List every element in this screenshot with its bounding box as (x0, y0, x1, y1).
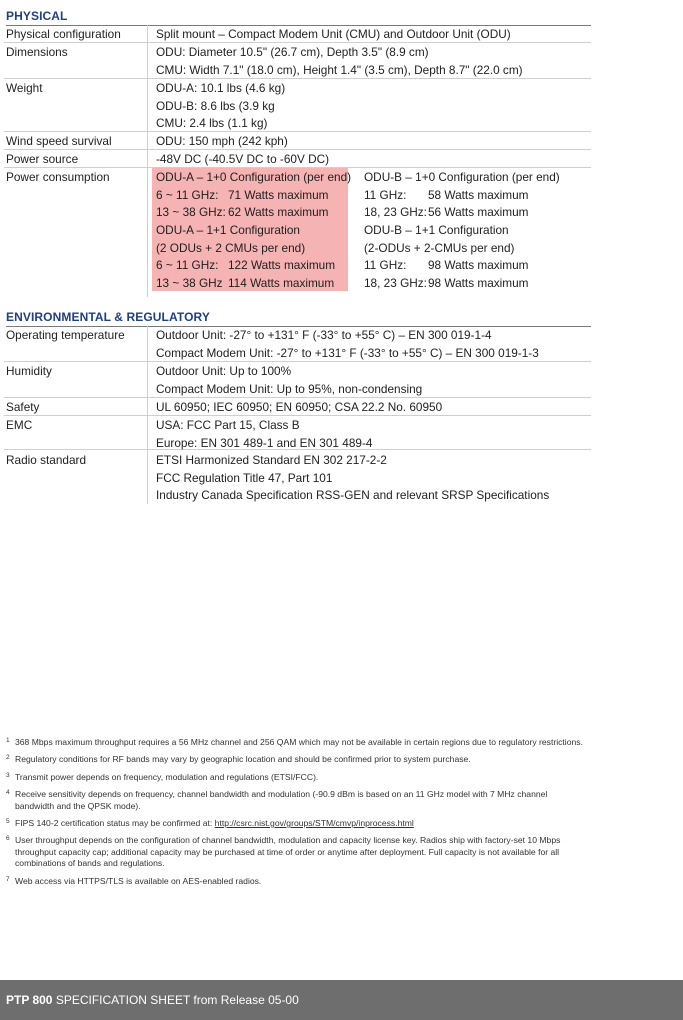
spec-value: ETSI Harmonized Standard EN 302 217-2-2 (156, 453, 387, 467)
footer-product: PTP 800 (6, 993, 53, 1007)
odu-a-1plus0-block (156, 169, 351, 222)
spec-row-operating-temperature (4, 326, 591, 362)
section-title-environmental: ENVIRONMENTAL & REGULATORY (6, 310, 591, 327)
footnote: 6 User throughput depends on the configuration of channel bandwidth, modulation and capacity license key. Radios ship with factory-set 10 Mbps throughput capacity cap; additional capacity may be purchased at time of order or anytime after deployment. Full capacity is not available for all combinations of bands and regulations. (6, 835, 561, 869)
odu-b-1plus0-header: ODU-B – 1+0 Configuration (per end) (364, 170, 560, 184)
spec-row-humidity (4, 362, 591, 398)
footnote: 5 FIPS 140-2 certification status may be confirmed at: http://csrc.nist.gov/groups/STM/cmvp/inprocess.html (6, 818, 414, 829)
page-footer (0, 980, 683, 1020)
odu-a-1plus1-block (156, 222, 335, 292)
spec-value: Industry Canada Specification RSS-GEN and relevant SRSP Specifications (156, 488, 550, 503)
power-row: 18, 23 GHz:56 Watts maximum (364, 205, 529, 220)
odu-b-1plus0-block (364, 169, 560, 222)
odu-b-1plus1-header: ODU-B – 1+1 Configuration (364, 223, 509, 237)
odu-a-1plus0-header: ODU-A – 1+0 Configuration (per end) (156, 170, 352, 184)
spec-row-radio-standard (4, 451, 591, 504)
odu-b-1plus1-subheader: (2-ODUs + 2-CMUs per end) (364, 240, 515, 255)
spec-value: Compact Modem Unit: -27° to +131° F (-33° to +55° C) – EN 300 019-1-3 (156, 345, 539, 360)
power-row: 11 GHz: 58 Watts maximum (364, 187, 529, 202)
power-row: 11 GHz: 98 Watts maximum (364, 258, 529, 273)
section-title-physical: PHYSICAL (6, 9, 591, 26)
spec-row-weight (4, 79, 591, 132)
spec-row-power-source (4, 150, 591, 168)
power-row: 13 ~ 38 GHz: 62 Watts maximum (156, 205, 329, 220)
column-divider (147, 25, 148, 297)
spec-value: CMU: 2.4 lbs (1.1 kg) (156, 116, 268, 131)
footnote: 2 Regulatory conditions for RF bands may vary by geographic location and should be confirmed prior to system purchase. (6, 754, 471, 765)
spec-label: Safety (6, 400, 40, 414)
column-divider (147, 326, 148, 504)
fips-link[interactable]: http://csrc.nist.gov/groups/STM/cmvp/inprocess.html (214, 818, 414, 829)
spec-label: EMC (6, 418, 33, 432)
power-row: 6 ~ 11 GHz: 71 Watts maximum (156, 187, 329, 202)
spec-value: ODU: 150 mph (242 kph) (156, 134, 288, 148)
spec-label: Humidity (6, 364, 52, 378)
odu-a-1plus1-header: ODU-A – 1+1 Configuration (156, 223, 300, 237)
odu-b-1plus1-block (364, 222, 529, 292)
spec-value: Split mount – Compact Modem Unit (CMU) and Outdoor Unit (ODU) (156, 27, 511, 41)
spec-value: Europe: EN 301 489-1 and EN 301 489-4 (156, 435, 373, 450)
spec-value: USA: FCC Part 15, Class B (156, 418, 300, 432)
spec-label: Dimensions (6, 45, 68, 59)
odu-a-1plus1-subheader: (2 ODUs + 2 CMUs per end) (156, 240, 306, 255)
spec-value: ODU: Diameter 10.5" (26.7 cm), Depth 3.5" (8.9 cm) (156, 45, 429, 59)
power-row: 6 ~ 11 GHz: 122 Watts maximum (156, 258, 336, 273)
spec-row-physical-configuration (4, 25, 591, 43)
spec-value: Outdoor Unit: -27° to +131° F (-33° to +55° C) – EN 300 019-1-4 (156, 328, 492, 342)
spec-value: Compact Modem Unit: Up to 95%, non-condensing (156, 381, 423, 396)
footnote: 7 Web access via HTTPS/TLS is available on AES-enabled radios. (6, 875, 262, 886)
spec-label: Power source (6, 152, 79, 166)
footnote: 1 368 Mbps maximum throughput requires a 56 MHz channel and 256 QAM which may not be available in certain regions due to regulatory restrictions. (6, 737, 583, 747)
spec-value: FCC Regulation Title 47, Part 101 (156, 470, 333, 485)
spec-value: -48V DC (-40.5V DC to -60V DC) (156, 152, 330, 166)
footnote: 4 Receive sensitivity depends on frequency, channel bandwidth and modulation (-90.9 dBm is based on an 11 GHz model with 7 MHz channel bandwidth and the QPSK mode). (6, 789, 548, 811)
spec-value: ODU-B: 8.6 lbs (3.9 kg (156, 98, 275, 113)
footnotes (6, 737, 586, 893)
spec-label: Physical configuration (6, 27, 121, 41)
spec-row-dimensions (4, 43, 591, 79)
spec-value: Outdoor Unit: Up to 100% (156, 364, 292, 378)
spec-label: Weight (6, 81, 43, 95)
spec-row-emc (4, 416, 591, 450)
spec-value: UL 60950; IEC 60950; EN 60950; CSA 22.2 No. 60950 (156, 400, 443, 414)
power-row: 18, 23 GHz:98 Watts maximum (364, 275, 529, 290)
spec-row-wind-speed (4, 132, 591, 150)
spec-label: Operating temperature (6, 328, 125, 342)
spec-row-power-consumption (4, 168, 591, 297)
spec-value: ODU-A: 10.1 lbs (4.6 kg) (156, 81, 286, 95)
spec-label: Radio standard (6, 453, 87, 467)
spec-row-safety (4, 398, 591, 416)
spec-value: CMU: Width 7.1" (18.0 cm), Height 1.4" (3.5 cm), Depth 8.7" (22.0 cm) (156, 62, 523, 77)
spec-label: Power consumption (6, 170, 110, 184)
footnote: 3 Transmit power depends on frequency, modulation and regulations (ETSI/FCC). (6, 771, 319, 782)
power-row: 13 ~ 38 GHz 114 Watts maximum (156, 275, 335, 290)
spec-label: Wind speed survival (6, 134, 112, 148)
footer-text: SPECIFICATION SHEET from Release 05-00 (52, 993, 299, 1007)
